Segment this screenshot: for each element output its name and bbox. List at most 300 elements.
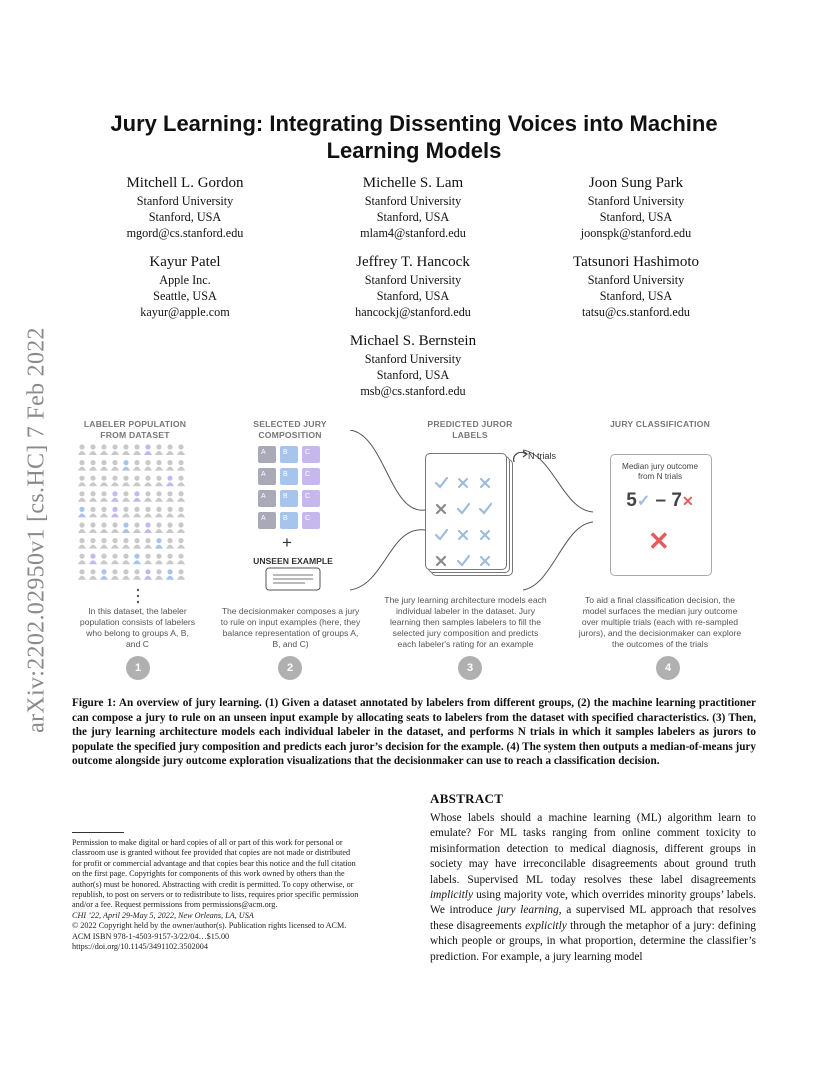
labeler-icon (122, 451, 130, 455)
labeler-icon (89, 498, 97, 502)
labeler-icon (101, 522, 106, 527)
jury-seat: A (258, 468, 276, 485)
labeler-icon (101, 476, 106, 481)
author-affiliation: Stanford University (587, 273, 685, 287)
labeler-icon (100, 545, 108, 549)
labeler-icon (155, 467, 163, 471)
author-affiliation: Stanford University (587, 194, 685, 208)
labeler-icon (122, 560, 130, 564)
labeler-icon (100, 560, 108, 564)
labeler-icon (144, 560, 152, 564)
labeler-icon (112, 460, 117, 465)
jury-score (610, 490, 710, 512)
col3-heading-line1: PREDICTED JUROR (427, 419, 513, 429)
caption-2-line: The decisionmaker composes a jury (221, 606, 360, 616)
labeler-icon (156, 460, 161, 465)
labeler-icon (133, 467, 141, 471)
flow-curves (350, 430, 430, 610)
author-name: Jeffrey T. Hancock (356, 254, 470, 270)
abstract-text (430, 811, 756, 965)
labeler-icon (166, 498, 174, 502)
permission-line[interactable]: https://doi.org/10.1145/3491102.3502004 (72, 942, 208, 952)
caption-2-line: to rule on input examples (here, they (220, 617, 361, 627)
labeler-icon (167, 444, 172, 449)
labeler-icon (89, 513, 97, 517)
predicted-label-grid (425, 453, 505, 568)
caption-1-line: who belong to groups A, B, (86, 628, 189, 638)
footnote-rule (72, 832, 124, 833)
labeler-icon (166, 482, 174, 486)
col1-heading-line2: FROM DATASET (100, 430, 170, 440)
labeler-icon (90, 476, 95, 481)
cross-icon (459, 479, 467, 487)
labeler-icon (122, 482, 130, 486)
author-email[interactable]: msb@cs.stanford.edu (360, 384, 466, 398)
labeler-icon (133, 482, 141, 486)
permission-line: classroom use is granted without fee provided that copies are not made or distributed (72, 848, 351, 858)
labeler-icon (111, 498, 119, 502)
labeler-icon (111, 545, 119, 549)
labeler-icon (145, 538, 150, 543)
abstract-text-part: , a supervised ML approach that resolves these disagreements (430, 904, 757, 932)
author-email[interactable]: mgord@cs.stanford.edu (126, 226, 244, 240)
labeler-icon (167, 476, 172, 481)
labeler-icon (155, 513, 163, 517)
plus-sign: + (282, 533, 292, 552)
ellipsis-dot (137, 595, 139, 597)
caption-4-line: over multiple trials (each with re-sampled (581, 617, 739, 627)
author (75, 174, 295, 241)
author-location: Stanford, USA (376, 289, 450, 303)
labeler-icon (111, 467, 119, 471)
median-outcome-line1: Median jury outcome (622, 462, 698, 471)
labeler-icon (144, 545, 152, 549)
labeler-icon (134, 538, 139, 543)
caption-1-line: population consists of labelers (79, 617, 196, 627)
labeler-icon (133, 529, 141, 533)
labeler-icon (90, 522, 95, 527)
labeler-icon (101, 460, 106, 465)
author-affiliation: Apple Inc. (159, 273, 211, 287)
cross-icon (437, 557, 445, 565)
step-2-badge: 2 (278, 656, 302, 680)
abstract-text-part: Whose labels should a machine learning (ML) algorithm learn to emulate? For ML tasks ranging from online comment toxicity to misinformation detection to medical diagnosis, different groups in society may have irreconcilable disagreements about ground truth labels. Supervised ML today resolves these label disagreements (430, 812, 756, 886)
abstract-text-part: through the metaphor of a jury: defining which people or groups, in what proportion, determine the classifier’s prediction. For example, a jury learning model (430, 919, 756, 963)
labeler-icon (155, 545, 163, 549)
caption-4-line: model surfaces the median jury outcome (582, 606, 738, 616)
labeler-icon (90, 460, 95, 465)
labeler-icon (90, 507, 95, 512)
labeler-icon (133, 498, 141, 502)
labeler-icon (178, 476, 183, 481)
caption-2-line: B, and C) (272, 639, 309, 649)
step-3-badge: 3 (458, 656, 482, 680)
labeler-icon (101, 554, 106, 559)
labeler-icon (79, 538, 84, 543)
col2-heading (220, 419, 360, 441)
labeler-icon (178, 444, 183, 449)
labeler-icon (145, 554, 150, 559)
jury-composition-grid (258, 446, 328, 532)
caption-step-4 (565, 595, 755, 650)
n-trials-arrow-icon (510, 448, 530, 464)
labeler-icon (144, 576, 152, 580)
labeler-icon (100, 498, 108, 502)
labeler-icon (123, 522, 128, 527)
labeler-icon (178, 569, 183, 574)
author-location: Stanford, USA (376, 368, 450, 382)
permission-line: © 2022 Copyright held by the owner/author(s). Publication rights licensed to ACM. (72, 921, 347, 931)
labeler-icon (90, 554, 95, 559)
labeler-icon (133, 576, 141, 580)
labeler-icon (177, 498, 185, 502)
unseen-example-label: UNSEEN EXAMPLE (253, 556, 333, 566)
median-outcome-line2: from N trials (637, 472, 683, 481)
col2-heading-line1: SELECTED JURY (253, 419, 327, 429)
labeler-icon (133, 560, 141, 564)
labeler-icon (134, 507, 139, 512)
unseen-example-document-icon (265, 567, 321, 593)
jury-seat: C (302, 512, 320, 529)
labeler-icon (156, 569, 161, 574)
paper-title: Jury Learning: Integrating Dissenting Voices into Machine Learning Models (110, 111, 718, 163)
labeler-icon (133, 513, 141, 517)
labeler-icon (111, 513, 119, 517)
labeler-icon (122, 545, 130, 549)
check-icon (480, 504, 491, 513)
permission-line: republish, to post on servers or to redistribute to lists, requires prior specific permission (72, 890, 359, 900)
permission-line: author(s) must be honored. Abstracting with credit is permitted. To copy otherwise, or (72, 879, 354, 889)
caption-4-line: the outcomes of the trials (611, 639, 708, 649)
caption-3-line: selected jury composition and predicts (392, 628, 539, 638)
labeler-icon (101, 569, 106, 574)
labeler-icon (178, 554, 183, 559)
labeler-icon (78, 498, 86, 502)
labeler-icon (166, 560, 174, 564)
labeler-icon (78, 545, 86, 549)
permission-line: CHI ’22, April 29-May 5, 2022, New Orleans, LA, USA (72, 910, 254, 920)
caption-step-1 (60, 606, 215, 650)
labeler-icon (144, 513, 152, 517)
labeler-icon (112, 554, 117, 559)
labeler-icon (78, 451, 86, 455)
arxiv-sidebar (20, 290, 54, 770)
author (526, 253, 746, 320)
labeler-icon (78, 529, 86, 533)
labeler-icon (112, 522, 117, 527)
caption-1-line: and C (126, 639, 149, 649)
jury-seat: A (258, 446, 276, 463)
author-affiliation: Stanford University (136, 194, 234, 208)
cross-icon (481, 531, 489, 539)
check-icon (436, 478, 447, 487)
labeler-icon (155, 529, 163, 533)
labeler-icon (177, 560, 185, 564)
author-email[interactable]: mlam4@stanford.edu (360, 226, 466, 240)
labeler-icon (122, 498, 130, 502)
labeler-icon (177, 451, 185, 455)
labeler-icon (145, 507, 150, 512)
score-check-icon: ✓ (636, 493, 651, 510)
labeler-icon (122, 529, 130, 533)
labeler-icon (89, 482, 97, 486)
jury-seat: B (280, 468, 298, 485)
check-icon (458, 556, 469, 565)
labeler-icon (167, 538, 172, 543)
labeler-icon (111, 482, 119, 486)
labeler-icon (155, 560, 163, 564)
labeler-icon (177, 576, 185, 580)
jury-seat: B (280, 512, 298, 529)
author-name: Mitchell L. Gordon (126, 175, 244, 191)
labeler-icon (155, 482, 163, 486)
labeler-icon (100, 513, 108, 517)
col3-heading-line2: LABELS (452, 430, 488, 440)
labeler-icon (155, 576, 163, 580)
author-name: Kayur Patel (149, 254, 221, 270)
jury-seat: C (302, 490, 320, 507)
permission-line: ACM ISBN 978-1-4503-9157-3/22/04…$15.00 (72, 931, 230, 941)
labeler-icon (90, 538, 95, 543)
labeler-icon (90, 569, 95, 574)
author (526, 174, 746, 241)
labeler-icon (78, 467, 86, 471)
labeler-icon (145, 522, 150, 527)
labeler-icon (177, 545, 185, 549)
labeler-icon (123, 538, 128, 543)
labeler-icon (100, 482, 108, 486)
permission-line: Permission to make digital or hard copies of all or part of this work for personal or (72, 838, 343, 847)
labeler-icon (90, 444, 95, 449)
caption-step-3 (373, 595, 558, 650)
labeler-icon (112, 444, 117, 449)
author-email[interactable]: hancockj@stanford.edu (355, 305, 471, 319)
jury-seat: B (280, 446, 298, 463)
permission-notice (72, 838, 400, 952)
labeler-icon (123, 507, 128, 512)
labeler-icon (89, 576, 97, 580)
cross-icon (481, 479, 489, 487)
labeler-icon (178, 460, 183, 465)
labeler-icon (166, 529, 174, 533)
jury-seat: C (302, 468, 320, 485)
caption-3-line: individual labeler in the dataset. Jury (395, 606, 535, 616)
caption-4-line: jurors), and the decisionmaker can explore (578, 628, 742, 638)
labeler-icon (144, 451, 152, 455)
labeler-icon (155, 498, 163, 502)
caption-3-line: learning then samples labelers to fill the (390, 617, 541, 627)
labeler-icon (79, 554, 84, 559)
score-dash: – (655, 490, 667, 511)
labeler-icon (89, 467, 97, 471)
labeler-icon (78, 576, 86, 580)
labeler-icon (111, 560, 119, 564)
author-affiliation: Stanford University (364, 352, 462, 366)
labeler-icon (78, 560, 86, 564)
jury-seat: C (302, 446, 320, 463)
cross-icon (481, 557, 489, 565)
labeler-icon (166, 467, 174, 471)
labeler-icon (167, 554, 172, 559)
author-location: Stanford, USA (148, 210, 222, 224)
caption-3-line: each labeler's rating for an example (397, 639, 534, 649)
jury-seat: B (280, 490, 298, 507)
labeler-icon (101, 444, 106, 449)
labeler-icon (78, 513, 86, 517)
author-name: Michael S. Bernstein (349, 333, 477, 349)
n-trials-label: N trials (528, 451, 557, 461)
labeler-icon (167, 522, 172, 527)
labeler-icon (144, 467, 152, 471)
labeler-icon (167, 569, 172, 574)
author (303, 174, 523, 241)
labeler-icon (122, 513, 130, 517)
labeler-icon (134, 460, 139, 465)
labeler-icon (145, 569, 150, 574)
labeler-icon (123, 569, 128, 574)
labeler-icon (111, 529, 119, 533)
labeler-icon (156, 507, 161, 512)
labeler-icon (156, 554, 161, 559)
labeler-icon (111, 576, 119, 580)
score-left: 5 (626, 490, 637, 511)
author-email[interactable]: joonspk@stanford.edu (580, 226, 692, 240)
labeler-icon (156, 538, 161, 543)
labeler-icon (79, 460, 84, 465)
abstract-text-part: using majority vote, which overrides minority groups’ labels. We introduce (430, 889, 756, 917)
labeler-icon (178, 538, 183, 543)
labeler-icon (89, 451, 97, 455)
labeler-icon (112, 569, 117, 574)
labeler-icon (123, 460, 128, 465)
abstract-emphasis: jury learning (497, 904, 559, 917)
labeler-icon (100, 576, 108, 580)
labeler-icon (178, 507, 183, 512)
labeler-icon (166, 576, 174, 580)
permission-line: on the first page. Copyrights for components of this work owned by others than the (72, 869, 345, 879)
labeler-icon (178, 522, 183, 527)
labeler-icon (144, 482, 152, 486)
labeler-icon (134, 444, 139, 449)
caption-step-2 (213, 606, 368, 650)
labeler-icon (123, 476, 128, 481)
labeler-icon (145, 491, 150, 496)
labeler-icon (122, 576, 130, 580)
labeler-icon (177, 482, 185, 486)
author-email[interactable]: tatsu@cs.stanford.edu (581, 305, 691, 319)
labeler-icon (89, 529, 97, 533)
author-location: Stanford, USA (599, 289, 673, 303)
author-name: Tatsunori Hashimoto (572, 254, 700, 270)
score-cross-icon: ✕ (681, 493, 694, 509)
labeler-icon (134, 554, 139, 559)
figure-1 (60, 410, 770, 690)
labeler-icon (112, 491, 117, 496)
labeler-icon (79, 522, 84, 527)
labeler-icon (111, 451, 119, 455)
col2-heading-line2: COMPOSITION (258, 430, 322, 440)
labeler-icon (134, 569, 139, 574)
labeler-icon (112, 507, 117, 512)
check-icon (458, 504, 469, 513)
author-affiliation: Stanford University (364, 273, 462, 287)
labeler-icon (100, 529, 108, 533)
jury-seat: A (258, 512, 276, 529)
author-email[interactable]: kayur@apple.com (140, 305, 230, 319)
labeler-icon (156, 491, 161, 496)
permission-line: and/or a fee. Request permissions from permissions@acm.org. (72, 900, 278, 910)
labeler-icon (79, 507, 84, 512)
labeler-icon (89, 545, 97, 549)
permission-line: for profit or commercial advantage and that copies bear this notice and the full citation (72, 858, 356, 868)
labeler-icon (177, 513, 185, 517)
abstract-emphasis: explicitly (525, 919, 567, 932)
author (75, 253, 295, 320)
labeler-icon (167, 507, 172, 512)
col4-heading: JURY CLASSIFICATION (609, 419, 711, 429)
labeler-icon (166, 451, 174, 455)
author-location: Stanford, USA (599, 210, 673, 224)
labeler-icon (100, 467, 108, 471)
author-location: Seattle, USA (153, 289, 217, 303)
labeler-icon (90, 491, 95, 496)
labeler-icon (79, 444, 84, 449)
labeler-icon (79, 476, 84, 481)
labeler-icon (123, 491, 128, 496)
author (303, 253, 523, 320)
labeler-icon (78, 482, 86, 486)
labeler-icon (167, 491, 172, 496)
labeler-icon (79, 569, 84, 574)
labeler-icon (178, 491, 183, 496)
ellipsis-dot (137, 589, 139, 591)
labeler-icon (166, 545, 174, 549)
labeler-icon (144, 498, 152, 502)
author (303, 332, 523, 399)
labeler-icon (167, 460, 172, 465)
author-name: Michelle S. Lam (362, 175, 464, 191)
author-affiliation: Stanford University (364, 194, 462, 208)
caption-1-line: In this dataset, the labeler (88, 606, 187, 616)
labeler-icon (133, 545, 141, 549)
cross-icon (437, 505, 445, 513)
labeler-icon (100, 451, 108, 455)
jury-seat: A (258, 490, 276, 507)
labeler-icon (145, 476, 150, 481)
labeler-icon (122, 467, 130, 471)
labeler-icon (156, 522, 161, 527)
labeler-icon (156, 476, 161, 481)
final-decision-cross-icon: ✕ (648, 526, 670, 556)
check-icon (436, 530, 447, 539)
labeler-icon (144, 529, 152, 533)
labeler-icon (79, 491, 84, 496)
labeler-icon (112, 476, 117, 481)
labeler-icon (101, 491, 106, 496)
cross-icon (459, 531, 467, 539)
score-right: 7 (671, 490, 682, 511)
col1-heading (60, 419, 210, 441)
flow-curves-right (523, 440, 603, 610)
col1-heading-line1: LABELER POPULATION (83, 419, 187, 429)
labeler-icon (133, 451, 141, 455)
abstract-heading: ABSTRACT (430, 791, 504, 806)
caption-3-line: The jury learning architecture models each (384, 595, 547, 605)
labeler-icon (156, 444, 161, 449)
labeler-icon (145, 444, 150, 449)
step-1-badge: 1 (126, 656, 150, 680)
labeler-icon (177, 529, 185, 533)
